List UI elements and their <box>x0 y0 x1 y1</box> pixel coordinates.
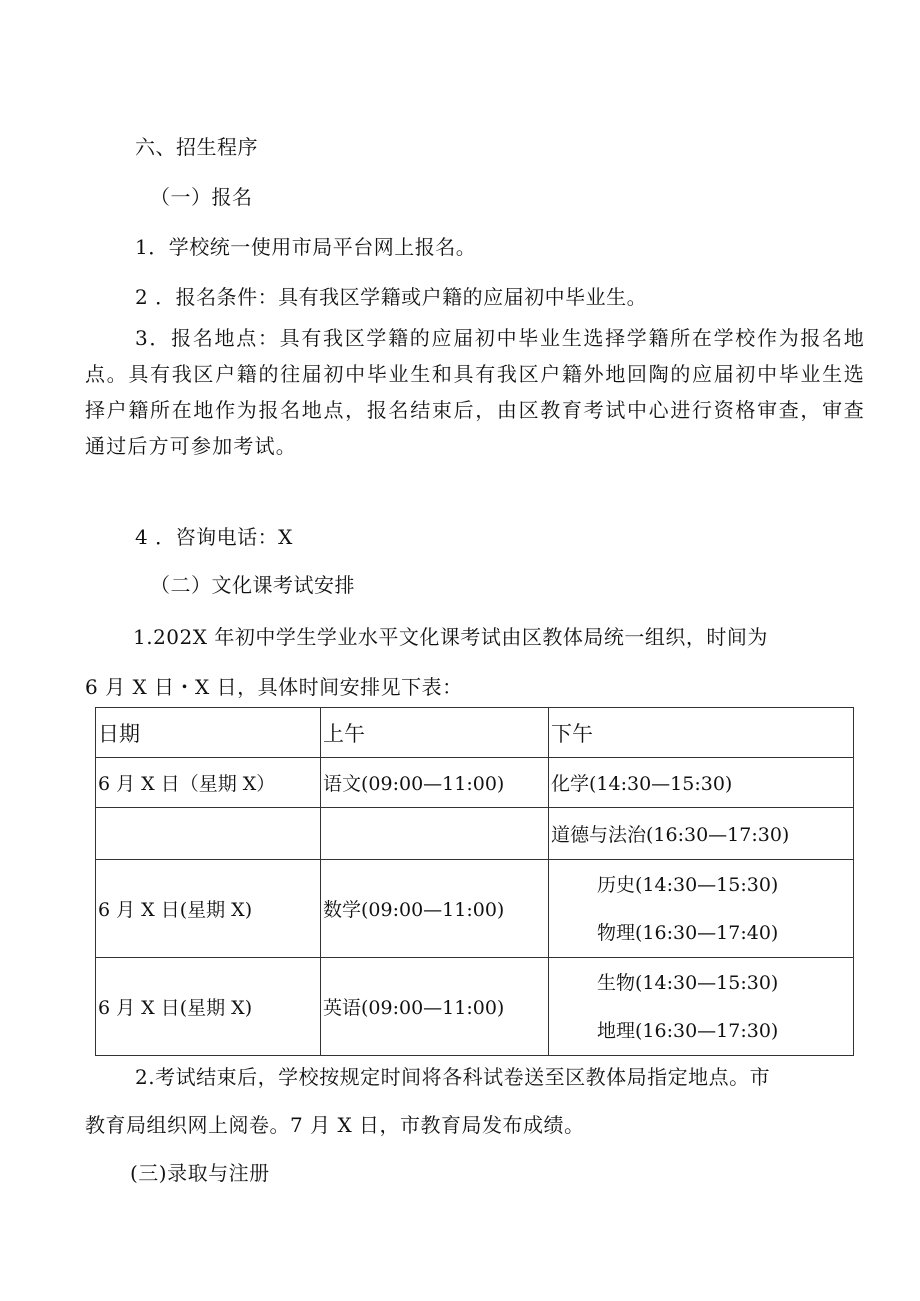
row-date: 6 月 X 日（星期 X） <box>96 758 321 808</box>
row-date <box>96 808 321 860</box>
exam-item-2-line-1: 2.考试结束后，学校按规定时间将各科试卷送至区教体局指定地点。市 <box>135 1065 771 1089</box>
afternoon-exam: 物理(16:30—17:40) <box>597 921 779 944</box>
afternoon-exam: 历史(14:30—15:30) <box>597 873 779 896</box>
table-row <box>96 860 854 958</box>
row-date: 6 月 X 日(星期 X) <box>96 860 321 958</box>
header-date: 日期 <box>96 708 321 758</box>
registration-item-2: 2 ．报名条件：具有我区学籍或户籍的应届初中毕业生。 <box>135 285 648 309</box>
afternoon-exam: 生物(14:30—15:30) <box>597 971 779 994</box>
table-row <box>96 808 854 860</box>
section-heading: 六、招生程序 <box>135 135 258 159</box>
header-morning: 上午 <box>321 708 549 758</box>
row-morning: 语文(09:00—11:00) <box>321 758 549 808</box>
subsection-registration: （一）报名 <box>150 185 253 209</box>
exam-item-2-line-2: 教育局组织网上阅卷。7 月 X 日，市教育局发布成绩。 <box>85 1113 585 1137</box>
row-morning <box>321 808 549 860</box>
table-row <box>96 758 854 808</box>
row-afternoon: 化学(14:30—15:30) <box>549 758 854 808</box>
row-morning: 英语(09:00—11:00) <box>321 958 549 1056</box>
exam-schedule-table <box>95 707 854 1056</box>
afternoon-exam: 地理(16:30—17:30) <box>597 1019 779 1042</box>
exam-item-1-line-2: 6 月 X 日・X 日，具体时间安排见下表： <box>85 675 463 699</box>
row-afternoon <box>549 958 854 1056</box>
subsection-admission: (三)录取与注册 <box>130 1161 270 1185</box>
table-row <box>96 958 854 1056</box>
row-afternoon: 道德与法治(16:30—17:30) <box>549 808 854 860</box>
row-afternoon <box>549 860 854 958</box>
registration-item-3: 3．报名地点：具有我区学籍的应届初中毕业生选择学籍所在学校作为报名地点。具有我区户籍的往届初中毕业生和具有我区户籍外地回陶的应届初中毕业生选择户籍所在地作为报名地点，报名结束后，由区教育考试中心进行资格审查，审查通过后方可参加考试。 <box>85 326 865 458</box>
subsection-exam-schedule: （二）文化课考试安排 <box>150 573 355 597</box>
table-header-row <box>96 708 854 758</box>
row-morning: 数学(09:00—11:00) <box>321 860 549 958</box>
header-afternoon: 下午 <box>549 708 854 758</box>
row-date: 6 月 X 日(星期 X) <box>96 958 321 1056</box>
registration-item-4: 4 ．咨询电话：X <box>135 525 293 549</box>
exam-item-1-line-1: 1.202X 年初中学生学业水平文化课考试由区教体局统一组织，时间为 <box>133 625 768 649</box>
registration-item-1: 1．学校统一使用市局平台网上报名。 <box>135 235 477 259</box>
